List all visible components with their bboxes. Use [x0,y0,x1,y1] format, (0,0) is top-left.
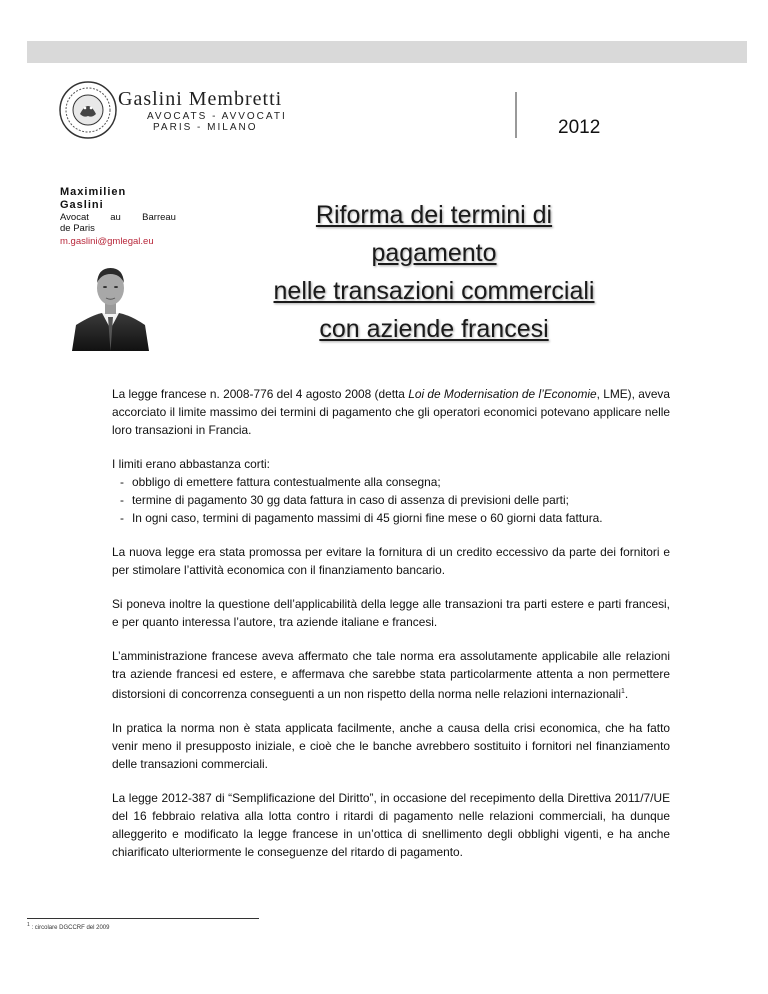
limits-list [112,473,670,527]
footnote-separator [27,918,259,919]
firm-name: Gaslini Membretti [118,88,283,110]
paragraph-new-law: La legge 2012-387 di “Semplificazione del Diritto”, in occasione del recepimento della Direttiva 2011/7/UE del 16 febbraio relativa alla lotta contro i ritardi di pagamento nelle relazioni commerciali, ha dunque alleggerito e modificato la legge francese in un’ottica di snellimento degli obblighi vigenti, e ha anche chiarificato ulteriormente le conseguenze del ritardo di pagamento. [112,790,670,859]
author-role-word: au [110,212,121,223]
text-run: L’amministrazione francese aveva affermato che tale norma era assolutamente applicabile alle relazioni tra aziende francesi ed estere, e affermava che sarebbe stata particolarmente attenta a non permettere distorsioni di concorrenza conseguenti a un non rispetto della norma nelle relazioni internazionali [112,649,670,701]
author-first-name: Maximilien [60,186,127,198]
title-line: Riforma dei termini di [315,201,553,229]
firm-subtitle-cities: PARIS - MILANO [153,122,258,133]
list-item-text: termine di pagamento 30 gg data fattura in caso di assenza di previsioni delle parti; [132,493,569,507]
paragraph-purpose: La nuova legge era stata promossa per evitare la fornitura di un credito eccessivo da parte dei fornitori e per stimolare l’attività economica con il finanziamento bancario. [112,545,670,577]
firm-logo-seal [58,80,118,140]
dash-bullet: - [120,475,124,489]
document-year: 2012 [558,117,601,138]
author-portrait-photo [72,259,149,351]
paragraph-applicability: Si poneva inoltre la questione dell’applicabilità della legge alle transazioni tra parti estere e parti francesi, e per quanto interessa l’autore, tra aziende italiane e francesi. [112,597,670,629]
dash-bullet: - [120,511,124,525]
author-role-line2: de Paris [60,223,95,234]
list-item-text: In ogni caso, termini di pagamento massimi di 45 giorni fine mese o 60 giorni data fattura. [132,511,603,525]
top-header-bar [27,41,747,63]
paragraph-lme [112,385,670,439]
author-email-link[interactable]: m.gaslini@gmlegal.eu [60,236,154,247]
list-item [112,491,670,509]
text-run: , LME), aveva accorciato il limite massimo dei termini di pagamento che gli operatori economici potevano applicare nelle loro transazioni in Francia. [112,387,670,437]
paragraph-administration [112,647,670,703]
text-run: La legge francese n. 2008-776 del 4 agosto 2008 (detta [112,387,409,401]
footnote [27,922,109,931]
article-body [112,385,670,877]
author-name [60,186,150,212]
paragraph-practice: In pratica la norma non è stata applicata facilmente, anche a causa della crisi economica, che ha fatto venir meno il presupposto iniziale, e cioè che le banche avrebbero sostituito i fornitori nel finanziamento delle transazioni commerciali. [112,720,670,771]
list-item [112,473,670,491]
title-line: pagamento [371,239,497,267]
author-role-word: Avocat [60,212,89,223]
footnote-text: : circolare DGCCRF del 2009 [29,925,110,931]
dash-bullet: - [120,493,124,507]
list-item-text: obbligo di emettere fattura contestualmente alla consegna; [132,475,441,489]
law-name-italic: Loi de Modernisation de l’Economie [408,387,597,401]
footnote-ref[interactable]: 1 [620,688,625,695]
author-role-word: Barreau [142,212,176,223]
author-last-name: Gaslini [60,199,104,211]
limits-intro: I limiti erano abbastanza corti: [112,457,270,471]
firm-subtitle-professions: AVOCATS - AVVOCATI [147,111,287,122]
title-line: con aziende francesi [319,315,549,343]
title-line: nelle transazioni commerciali [273,277,595,305]
list-item [112,509,670,527]
author-role [60,212,180,234]
header-divider [515,92,517,138]
document-title [210,196,658,348]
footnote-marker: 1 [27,922,30,928]
text-run: . [624,686,629,701]
